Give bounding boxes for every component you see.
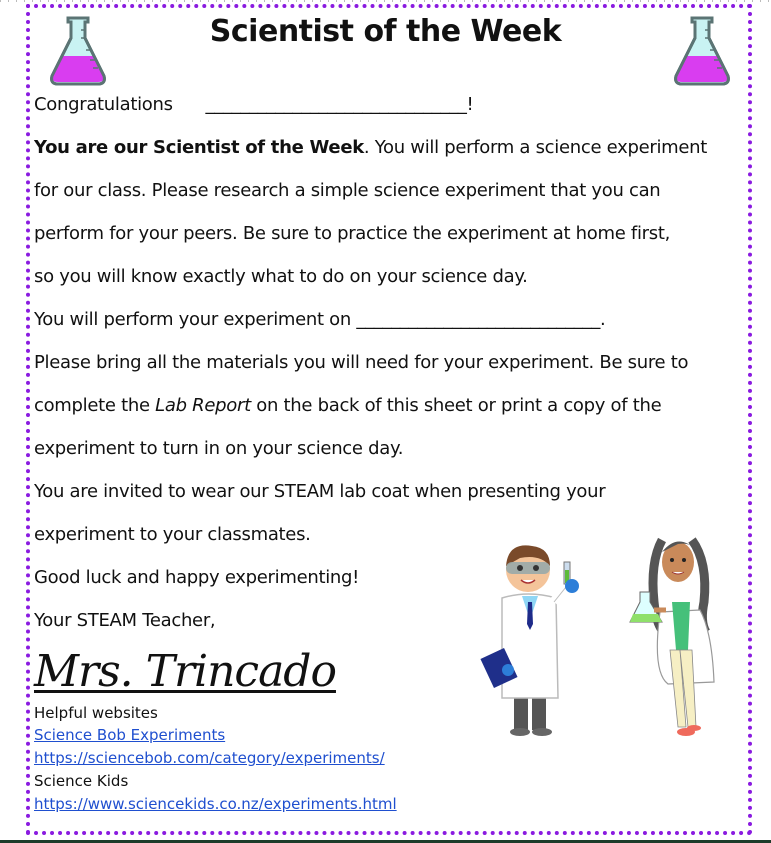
paragraph-line: You are invited to wear our STEAM lab coat when presenting your: [34, 481, 606, 502]
paragraph-line: for our class. Please research a simple science experiment that you can: [34, 180, 661, 201]
male-scientist-illustration: [478, 540, 583, 740]
teacher-signature: Mrs. Trincado: [34, 646, 336, 697]
closing-line: Good luck and happy experimenting!: [34, 567, 360, 588]
science-kids-label: Science Kids: [34, 772, 129, 790]
science-bob-url-link[interactable]: https://sciencebob.com/category/experiments/: [34, 749, 385, 767]
science-bob-link[interactable]: Science Bob Experiments: [34, 726, 226, 744]
paragraph-line: so you will know exactly what to do on your science day.: [34, 266, 528, 287]
intro-rest: . You will perform a science experiment: [363, 137, 708, 158]
paragraph-line: Please bring all the materials you will need for your experiment. Be sure to: [34, 352, 689, 373]
intro-line: [34, 137, 707, 158]
text: on the back of this sheet or print a copy of the: [250, 395, 662, 416]
ruler: [0, 0, 771, 2]
paragraph-line: perform for your peers. Be sure to practice the experiment at home first,: [34, 223, 671, 244]
female-scientist-illustration: [620, 532, 725, 742]
text: complete the: [34, 395, 156, 416]
websites-heading: Helpful websites: [34, 704, 158, 722]
paragraph-line: experiment to your classmates.: [34, 524, 311, 545]
lab-report-line: [34, 395, 661, 416]
intro-bold: You are our Scientist of the Week: [34, 137, 364, 158]
date-line: You will perform your experiment on ____________________________.: [34, 309, 606, 330]
page-title: Scientist of the Week: [209, 14, 562, 49]
signoff-line: Your STEAM Teacher,: [34, 610, 216, 631]
congrats-label: Congratulations: [34, 94, 173, 115]
paragraph-line: experiment to turn in on your science day.: [34, 438, 404, 459]
congratulations-line: [34, 94, 473, 115]
name-blank: ______________________________!: [205, 94, 474, 115]
lab-report-italic: Lab Report: [155, 395, 251, 416]
science-kids-url-link[interactable]: https://www.sciencekids.co.nz/experiments.html: [34, 795, 397, 813]
